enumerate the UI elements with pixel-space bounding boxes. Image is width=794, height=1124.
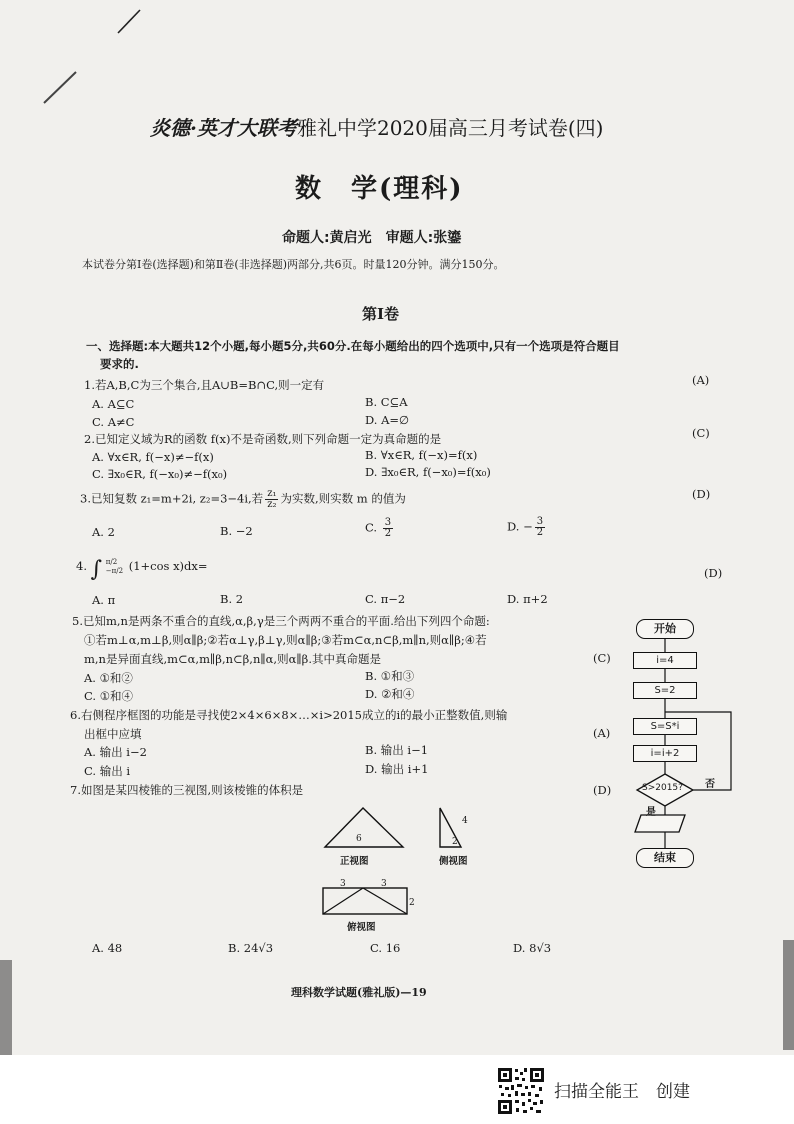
question-6-stem-line-2: 出框中应填 xyxy=(84,727,142,741)
question-1-option-a: A. A⊆C xyxy=(92,397,135,411)
question-5-answer: (C) xyxy=(593,651,611,665)
question-1-stem: 1.若A,B,C为三个集合,且A∪B=B∩C,则一定有 xyxy=(84,378,325,392)
flowchart-yes-label: 是 xyxy=(646,807,656,818)
qr-code-icon xyxy=(497,1067,545,1115)
question-2-option-a: A. ∀x∈R, f(−x)≠−f(x) xyxy=(92,450,214,464)
side-view-caption: 侧视图 xyxy=(439,856,468,867)
question-3-stem: 3.已知复数 z₁=m+2i, z₂=3−4i,若 $\frac{\text{z₁}}{\text{z₂}}$ 为实数,则实数 m 的值为 xyxy=(80,488,406,510)
side-view-base-label: 2 xyxy=(452,837,458,847)
question-7-option-b: B. 24√3 xyxy=(228,941,274,955)
question-4-option-d: D. π+2 xyxy=(507,592,548,606)
question-3-option-b: B. −2 xyxy=(220,524,253,538)
question-3-option-d: D. − $\frac{3}{2}$ xyxy=(507,516,544,538)
question-6-option-a: A. 输出 i−2 xyxy=(84,745,147,759)
question-4-option-a: A. π xyxy=(92,593,116,607)
front-view-base-label: 6 xyxy=(356,834,362,844)
question-3-fraction: $\frac{\text{z₁}}{\text{z₂}}$ xyxy=(267,488,277,510)
flowchart-no-label: 否 xyxy=(705,779,715,790)
question-2-option-b: B. ∀x∈R, f(−x)=f(x) xyxy=(365,448,478,462)
question-7-answer: (D) xyxy=(593,783,612,797)
side-view-triangle xyxy=(440,808,461,847)
side-view-height-label: 4 xyxy=(462,816,468,826)
question-5-stem-line-2: ①若m⊥α,m⊥β,则α∥β;②若α⊥γ,β⊥γ,则α∥β;③若m⊂α,n⊂β,m∥n,则α∥β;④若 xyxy=(84,633,487,647)
exam-title: 炎德·英才大联考雅礼中学2020届高三月考试卷(四) xyxy=(150,116,604,140)
page-footer: 理科数学试题(雅礼版)—19 xyxy=(291,986,427,999)
question-5-stem-line-1: 5.已知m,n是两条不重合的直线,α,β,γ是三个两两不重合的平面.给出下列四个命题: xyxy=(72,614,490,628)
question-5-stem-line-3: m,n是异面直线,m⊂α,m∥β,n⊂β,n∥α,则α∥β.其中真命题是 xyxy=(84,652,381,666)
flowchart-connectors xyxy=(615,610,745,875)
exam-intro: 本试卷分第Ⅰ卷(选择题)和第Ⅱ卷(非选择题)两部分,共6页。时量120分钟。满分150分。 xyxy=(82,258,505,271)
question-2-option-c: C. ∃x₀∈R, f(−x₀)≠−f(x₀) xyxy=(92,467,228,481)
flowchart-start: 开始 xyxy=(636,619,694,639)
question-3-option-a: A. 2 xyxy=(92,525,115,539)
output-parallelogram xyxy=(635,815,685,832)
question-1-answer: (A) xyxy=(692,373,710,387)
question-4-answer: (D) xyxy=(704,566,723,580)
section-instruction-2: 要求的. xyxy=(100,357,139,371)
flowchart-assign-i: i=4 xyxy=(633,652,697,669)
question-5-option-a: A. ①和② xyxy=(84,671,133,685)
question-2-answer: (C) xyxy=(692,426,710,440)
section-instruction: 一、选择题:本大题共12个小题,每小题5分,共60分.在每小题给出的四个选项中,只有一个选项是符合题目 xyxy=(86,339,620,353)
question-7-option-d: D. 8√3 xyxy=(513,941,552,955)
scanner-label: 扫描全能王 创建 xyxy=(554,1082,690,1102)
top-view-side-label: 2 xyxy=(409,898,415,908)
question-6-option-c: C. 输出 i xyxy=(84,764,131,778)
flowchart-update-s: S=S*i xyxy=(633,718,697,735)
authors: 命题人:黄启光 审题人:张鎏 xyxy=(282,230,462,246)
question-1-option-c: C. A≠C xyxy=(92,415,135,429)
question-3-answer: (D) xyxy=(692,487,711,501)
top-view-rect xyxy=(323,888,407,914)
integral-sign: ∫ xyxy=(90,557,103,582)
question-6-option-b: B. 输出 i−1 xyxy=(365,743,429,757)
question-7-stem: 7.如图是某四棱锥的三视图,则该棱锥的体积是 xyxy=(70,783,304,797)
question-6-stem-line-1: 6.右侧程序框图的功能是寻找使2×4×6×8×…×i>2015成立的i的最小正整数值,则输 xyxy=(70,708,508,722)
question-1-option-d: D. A=∅ xyxy=(365,413,410,427)
scanner-watermark xyxy=(0,1055,794,1124)
top-view-right-label: 3 xyxy=(381,879,387,889)
top-view-left-label: 3 xyxy=(340,879,346,889)
flowchart-condition: S>2015? xyxy=(642,783,683,793)
question-5-option-d: D. ②和④ xyxy=(365,687,415,701)
question-1-option-b: B. C⊆A xyxy=(365,395,408,409)
question-7-option-c: C. 16 xyxy=(370,941,401,955)
flowchart-end: 结束 xyxy=(636,848,694,868)
question-7-option-a: A. 48 xyxy=(92,941,123,955)
question-6-option-d: D. 输出 i+1 xyxy=(365,762,429,776)
question-4-option-c: C. π−2 xyxy=(365,592,406,606)
question-5-option-c: C. ①和④ xyxy=(84,689,134,703)
flowchart-update-i: i=i+2 xyxy=(633,745,697,762)
question-5-option-b: B. ①和③ xyxy=(365,669,415,683)
question-2-option-d: D. ∃x₀∈R, f(−x₀)=f(x₀) xyxy=(365,465,491,479)
front-view-caption: 正视图 xyxy=(340,856,369,867)
top-view-caption: 俯视图 xyxy=(347,922,376,933)
question-6-answer: (A) xyxy=(593,726,611,740)
question-4-option-b: B. 2 xyxy=(220,592,244,606)
flowchart-assign-s: S=2 xyxy=(633,682,697,699)
question-3-option-c: C. $\frac{3}{2}$ xyxy=(365,517,392,539)
front-view-triangle xyxy=(325,808,403,847)
section-title: 第Ⅰ卷 xyxy=(362,305,400,323)
subject-title: 数 学(理科) xyxy=(295,174,464,204)
question-2-stem: 2.已知定义域为R的函数 f(x)不是奇函数,则下列命题一定为真命题的是 xyxy=(84,432,442,446)
question-4-stem: 4. ∫ π/2 −π/2 (1+cos x)dx= xyxy=(76,557,208,582)
